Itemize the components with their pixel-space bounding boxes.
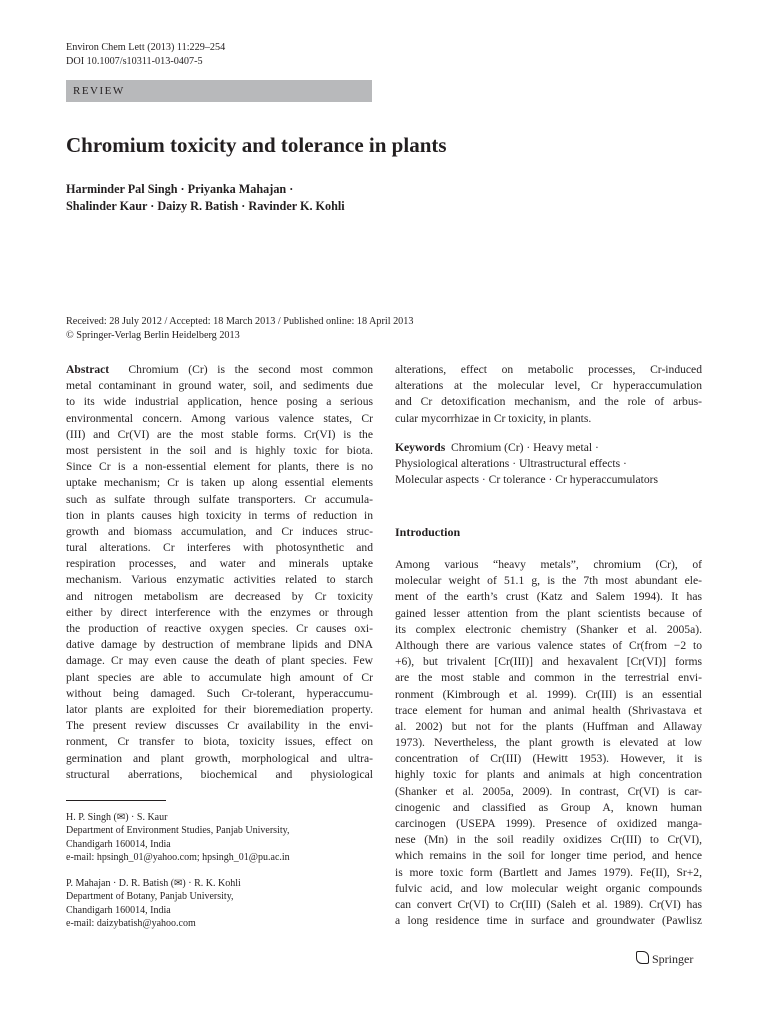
section-label: REVIEW (73, 85, 125, 97)
spacer (395, 427, 702, 440)
abstract-line: germination and plant growth, morphological and ultra- (66, 751, 373, 765)
abstract-line: ronment, Cr transfer to biota, toxicity issues, effect on (66, 735, 373, 749)
affiliation-block (66, 877, 241, 930)
abstract-line: either by direct interference with the enzymes or through (66, 605, 373, 619)
affiliation-line: Chandigarh 160014, India (66, 838, 171, 850)
abstract-line: mechanism. Various enzymatic activities related to starch (66, 573, 373, 587)
affiliation-line: Chandigarh 160014, India (66, 904, 171, 916)
intro-line: ment of the earth’s crust (Katz and Salem 1994). It has (395, 590, 702, 604)
abstract-line: The present review discusses Cr availability in the envi- (66, 719, 373, 733)
abstract-line: damage. Cr may even cause the death of plant species. Few (66, 654, 373, 668)
abstract-line: cular mycorrhizae in Cr toxicity, in plants. (395, 411, 592, 425)
springer-horse-icon (636, 951, 649, 964)
abstract-line: metal contaminant in ground water, soil, and sediments due (66, 379, 373, 393)
intro-line: +6), but trivalent [Cr(III)] and hexavalent [Cr(VI)] forms (395, 655, 702, 669)
intro-line: are the most stable and common in the terrestrial envi- (395, 671, 702, 685)
intro-line: molecular weight of 51.1 g, is the 7th most abundant ele- (395, 574, 702, 588)
copyright-line: © Springer-Verlag Berlin Heidelberg 2013 (66, 329, 240, 341)
intro-line: a long residence time in surface and groundwater (Pawlisz (395, 914, 702, 928)
abstract-line: plant species are able to accumulate high amount of Cr (66, 670, 373, 684)
intro-line: al. 2002) but not for the plants (Huffman and Allaway (395, 719, 702, 733)
publication-dates (66, 315, 413, 342)
introduction-column (395, 557, 702, 929)
abstract-line: alterations, effect on metabolic processes, Cr-induced (395, 363, 702, 376)
intro-line: fulvic acid, and low molecular weight organic compounds (395, 881, 702, 895)
abstract-line: tion in plants causes high toxicity in terms of reduction in (66, 508, 373, 522)
abstract-line: and Cr detoxification mechanism, and the role of arbus- (395, 395, 702, 409)
intro-line: can convert Cr(VI) to Cr(III) (Saleh et al. 1989). Cr(VI) has (395, 897, 702, 911)
abstract-line: tural alterations. Cr interferes with photosynthetic and (66, 541, 373, 555)
affiliation-line: H. P. Singh (✉) · S. Kaur (66, 812, 168, 823)
publisher-logo (636, 951, 693, 967)
abstract-line: most persistent in the soil and is highly toxic for biota. (66, 443, 373, 457)
abstract-column (66, 362, 373, 783)
affiliation-line: Department of Environment Studies, Panjab University, (66, 825, 290, 837)
abstract-line: uptake mechanism; Cr is taken up along essential elements (66, 476, 373, 490)
abstract-line: dative damage by destruction of membrane lipids and DNA (66, 638, 373, 652)
section-label-bar (66, 80, 372, 102)
author-list (66, 181, 345, 214)
intro-line: 1973). Nevertheless, the plant growth is elevated at low (395, 736, 702, 750)
abstract-line: (III) and Cr(VI) are the most stable forms. Cr(VI) is the (66, 427, 373, 441)
keywords-text: Chromium (Cr) · Heavy metal · (451, 440, 599, 454)
introduction-heading: Introduction (395, 525, 461, 539)
intro-line: trace element for human and animal health (Shrivastava et (395, 703, 702, 717)
authors-line: Shalinder Kaur · Daizy R. Batish · Ravinder K. Kohli (66, 198, 345, 213)
abstract-line (66, 362, 373, 378)
keywords-line (395, 440, 702, 456)
intro-line: cinogenic and classified as Group A, known human (395, 800, 702, 814)
authors-line: Harminder Pal Singh · Priyanka Mahajan · (66, 182, 294, 196)
abstract-line: without being damaged. Such Cr-tolerant, hyperaccumu- (66, 686, 373, 700)
abstract-text: Chromium (Cr) is the second most common (128, 363, 373, 376)
abstract-line: lator plants are exploited for their bioremediation property. (66, 702, 373, 716)
article-title: Chromium toxicity and tolerance in plants (66, 133, 447, 157)
keywords-line: Physiological alterations · Ultrastructural effects · (395, 456, 627, 470)
abstract-line: Since Cr is a non-essential element for plants, there is no (66, 460, 373, 474)
intro-line: nese (Mn) in the soil readily oxidizes Cr(III) to Cr(VI), (395, 833, 702, 847)
abstract-line: structural aberrations, biochemical and physiological (66, 767, 373, 781)
dates-line: Received: 28 July 2012 / Accepted: 18 March 2013 / Published online: 18 April 2013 (66, 316, 414, 327)
intro-line: carcinogen (USEPA 1999). Presence of oxidized manga- (395, 817, 702, 830)
footnote-divider (66, 800, 166, 801)
intro-line: Although there are various valence states of Cr(from −2 to (395, 638, 702, 652)
abstract-line: growth and biomass accumulation, and Cr induces struc- (66, 524, 373, 538)
abstract-line: environmental concern. Among various valence states, Cr (66, 411, 373, 425)
abstract-continued-column (395, 362, 702, 488)
affiliation-email: e-mail: daizybatish@yahoo.com (66, 917, 196, 929)
abstract-line: alterations at the molecular level, Cr hyperaccumulation (395, 379, 702, 393)
abstract-label: Abstract (66, 363, 110, 376)
intro-line: ronment (Kimbrough et al. 1999). Cr(III) is an essential (395, 687, 702, 701)
affiliation-line: P. Mahajan · D. R. Batish (✉) · R. K. Kohli (66, 878, 241, 889)
intro-line: its complex electronic chemistry (Shanker et al. 2005a). (395, 622, 702, 636)
intro-line: gained lesser attention from the plant scientists because of (395, 606, 702, 620)
intro-line: highly toxic for plants and animals at high concentration (395, 768, 702, 782)
intro-line: Among various “heavy metals”, chromium (Cr), of (395, 558, 702, 571)
affiliation-email: e-mail: hpsingh_01@yahoo.com; hpsingh_01@pu.ac.in (66, 851, 290, 863)
intro-line: is more toxic form (Bartlett and James 1979). Fe(II), Sr+2, (395, 865, 702, 879)
keywords-label: Keywords (395, 440, 446, 454)
keywords-line: Molecular aspects · Cr tolerance · Cr hyperaccumulators (395, 473, 659, 487)
journal-citation: Environ Chem Lett (2013) 11:229–254 (66, 42, 226, 53)
intro-line: concentration of Cr(III) (Hewitt 1953). However, it is (395, 752, 702, 766)
intro-line: which remains in the soil for longer time period, and hence (395, 849, 702, 863)
affiliation-line: Department of Botany, Panjab University, (66, 891, 234, 903)
abstract-line: respiration processes, and water and minerals uptake (66, 557, 373, 571)
abstract-line: such as sulfate through sulfate transporters. Cr accumula- (66, 492, 373, 506)
doi-line: DOI 10.1007/s10311-013-0407-5 (66, 56, 203, 67)
affiliation-block (66, 811, 290, 864)
abstract-line: to its wide industrial application, hence posing a serious (66, 395, 373, 409)
publisher-name: Springer (652, 952, 694, 966)
abstract-line: the production of reactive oxygen species. Cr causes oxi- (66, 622, 373, 635)
intro-line: (Shanker et al. 2005a, 2009). In contrast, Cr(VI) is car- (395, 784, 702, 798)
abstract-line: and nitrogen metabolism are decreased by Cr toxicity (66, 589, 373, 603)
